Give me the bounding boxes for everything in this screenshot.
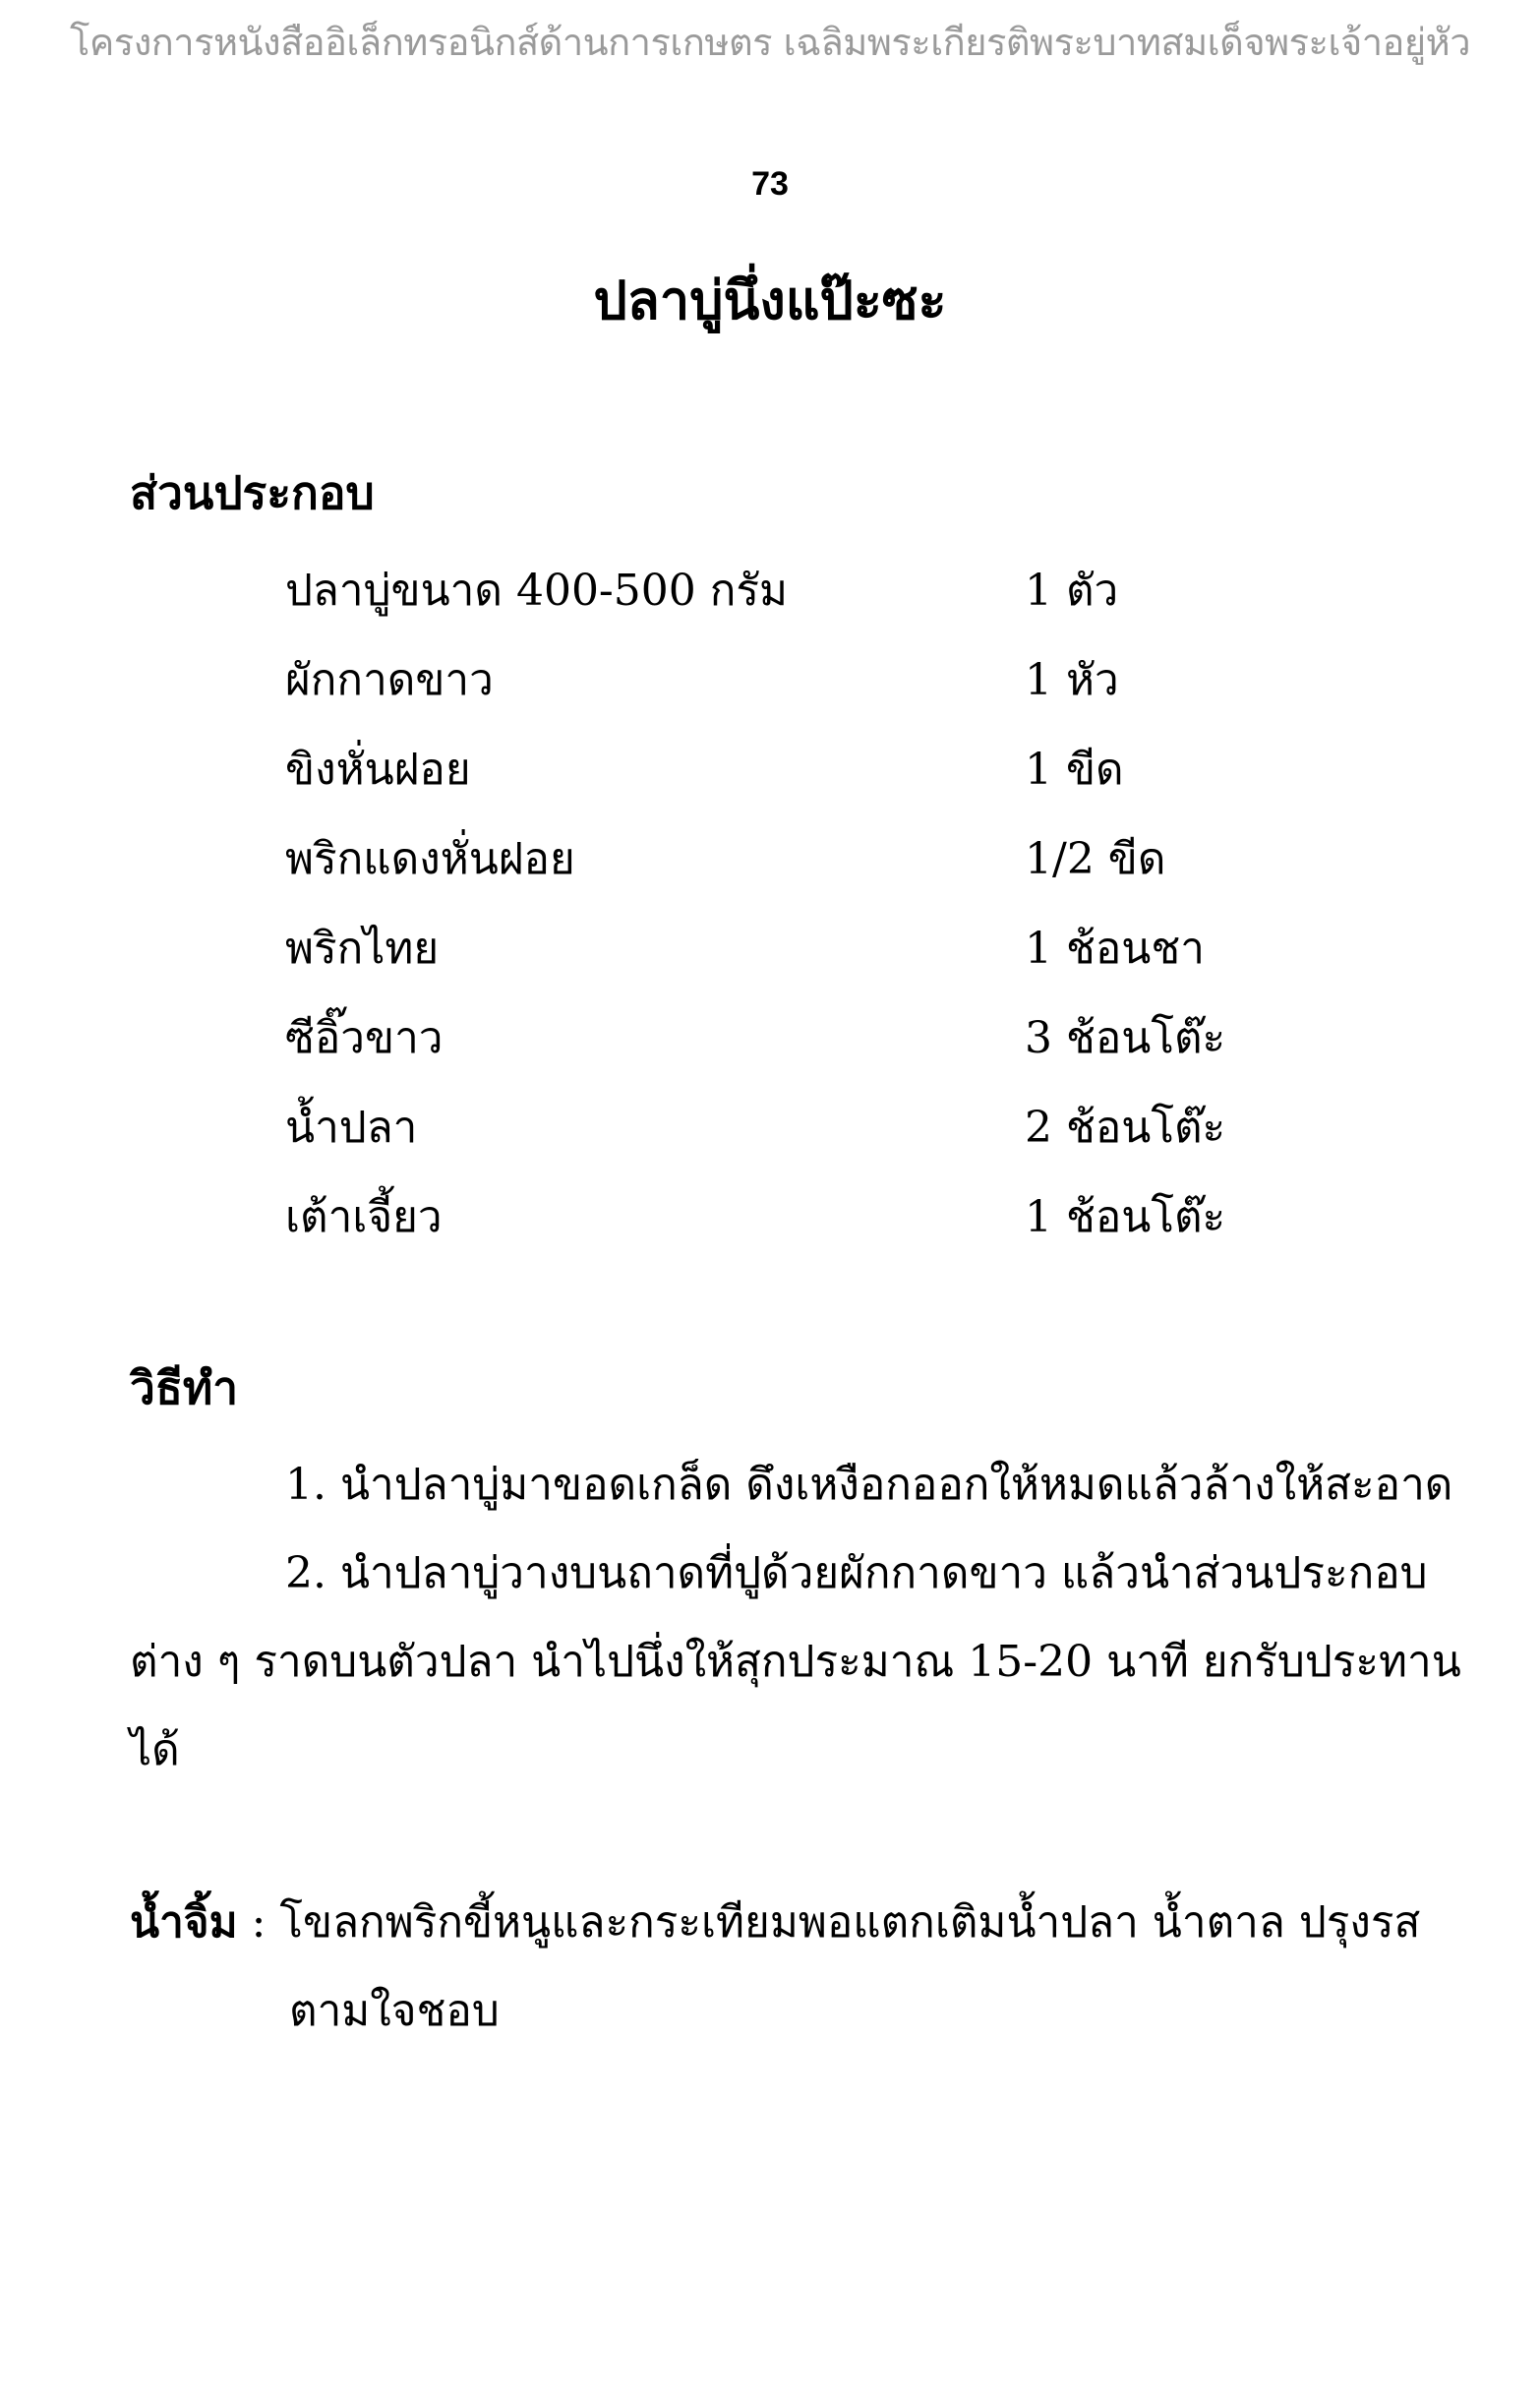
ingredient-name: ซีอิ๊วขาว [285,1013,444,1063]
ingredient-quantity: 3 ช้อนโต๊ะ [1025,1013,1226,1063]
ingredient-name: ผักกาดขาว [285,655,494,705]
ingredient-quantity: 1 ช้อนโต๊ะ [1025,1192,1226,1242]
ingredient-row [285,814,1367,904]
ingredients-list [285,546,1367,1262]
ingredient-row [285,546,1367,635]
step-2-continuation: ต่าง ๆ ราดบนตัวปลา นำไปนึ่งให้สุกประมาณ 15-20 นาที ยกรับประทาน [130,1637,1461,1687]
ingredient-quantity: 1 ตัว [1025,566,1119,616]
ingredient-row [285,725,1367,814]
ingredient-quantity: 1/2 ขีด [1025,834,1166,884]
dipping-sauce-separator: : [237,1897,280,1948]
ingredient-name: เต้าเจี้ยว [285,1192,443,1242]
ingredients-heading: ส่วนประกอบ [130,466,375,519]
method-steps [130,1441,1461,1795]
ingredient-row [285,635,1367,725]
ingredient-quantity: 1 ช้อนชา [1025,924,1205,974]
ingredient-quantity: 1 หัว [1025,655,1119,705]
ingredient-name: พริกไทย [285,924,440,974]
step-2-continuation-end: ได้ [130,1725,180,1775]
dipping-sauce-label: น้ำจิ้ม [130,1897,238,1948]
step-1-line: 1. นำปลาบู่มาขอดเกล็ด ดึงเหงือกออกให้หมดแล้วล้างให้สะอาด [285,1460,1453,1510]
dipping-sauce-continuation: ตามใจชอบ [289,1986,500,2036]
dipping-sauce-line [130,1879,1428,1967]
dipping-sauce [130,1879,1428,2056]
ingredient-quantity: 2 ช้อนโต๊ะ [1025,1103,1226,1153]
step-2-line: 2. นำปลาบู่วางบนถาดที่ปูด้วยผักกาดขาว แล้วนำส่วนประกอบ [285,1548,1428,1598]
ingredient-row [285,904,1367,993]
ingredient-row [285,993,1367,1083]
ingredient-row [285,1172,1367,1262]
ingredient-name: ขิงหั่นฝอย [285,745,471,795]
ingredient-name: น้ำปลา [285,1103,418,1153]
ingredient-row [285,1083,1367,1172]
ingredient-name: ปลาบู่ขนาด 400-500 กรัม [285,566,789,616]
page-number: 73 [751,165,789,203]
watermark-header: โครงการหนังสืออิเล็กทรอนิกส์ด้านการเกษตร เฉลิมพระเกียรติพระบาทสมเด็จพระเจ้าอยู่หัว [69,21,1471,64]
dipping-sauce-text: โขลกพริกขี้หนูและกระเทียมพอแตกเติมน้ำปลา น้ำตาล ปรุงรส [279,1897,1421,1948]
ingredient-quantity: 1 ขีด [1025,745,1124,795]
recipe-title: ปลาบู่นึ่งแป๊ะซะ [593,269,947,331]
ingredient-name: พริกแดงหั่นฝอย [285,834,575,884]
method-heading: วิธีทำ [130,1361,239,1414]
